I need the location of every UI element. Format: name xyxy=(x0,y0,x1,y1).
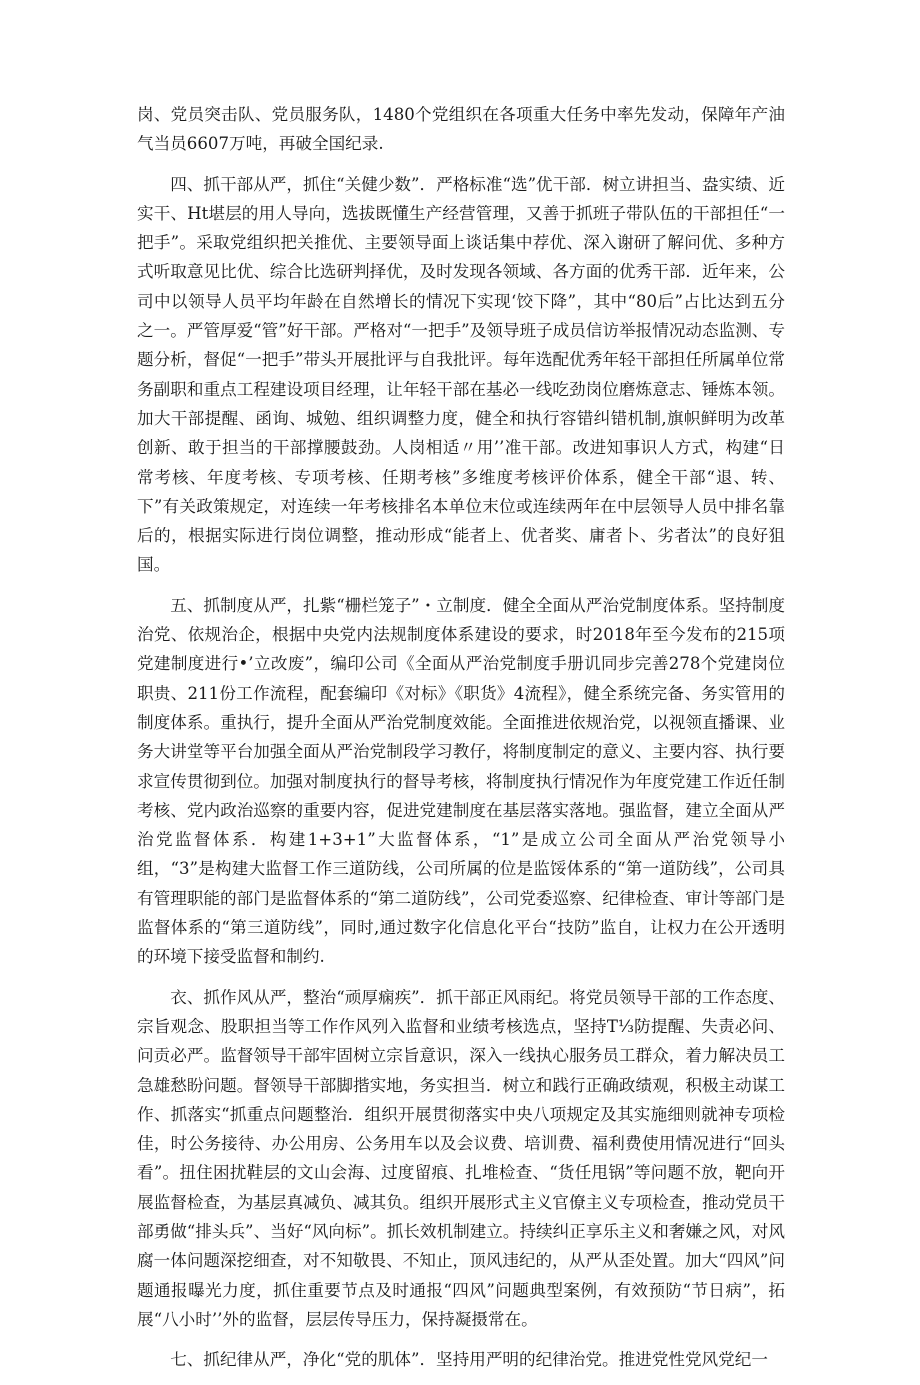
paragraph-cadres: 四、抓干部从严，抓住“关健少数”．严格标准“选”优干部．树立讲担当、盎实绩、近实干、Ht堪层的用人导向，选拔既懂生产经营管理，又善于抓班子带队伍的干部担任“一把手”。采取党组织把关推优、主要领导面上谈话集中荐优、深入谢研了解问优、多种方式听取意见比优、综合比选研判择优，及时发现各领域、各方面的优秀干部．近年来，公司中以领导人员平均年龄在自然增长的情况下实现‘饺下降”，其中“80后”占比达到五分之一。严管厚爱“管”好干部。严格对“一把手”及领导班子成员信访举报情况动态监测、专题分析，督促“一把手”带头开展批评与自我批评。每年选配优秀年轻干部担任所属单位常务副职和重点工程建设项目经理，让年轻干部在基必一线吃劲岗位磨炼意志、锤炼本领。加大干部提醒、函询、城勉、组织调整力度，健全和执行容错纠错机制,旗帜鲜明为改革创新、敢于担当的干部撑腰鼓劲。人岗相适〃用’’准干部。改进知事识人方式，构建“日常考核、年度考核、专项考核、任期考核”多维度考核评价体系，健全干部“退、转、下”有关政策规定，对连续一年考核排名本单位末位或连续两年在中层领导人员中排名靠后的，根据实际进行岗位调整，推动形成“能者上、优者奖、庸者卜、劣者汰”的良好狙国。 xyxy=(137,174,785,575)
document-page xyxy=(137,100,785,1385)
paragraph-discipline: 七、抓纪律从严，净化“党的肌体”．坚持用严明的纪律治党。推进党性党风党纪一 xyxy=(170,1350,768,1370)
paragraph-work-style: 衣、抓作风从严，整治“顽厚痫疾”．抓干部正风雨纪。将党员领导干部的工作态度、宗旨观念、股职担当等工作作风列入监督和业绩考核选点，坚持T⅓防提醒、失责必问、问贡必严。监督领导干部牢固树立宗旨意识，深入一线执心服务员工群众，着力解决员工急雄愁盼问题。督领导干部脚揩实地，务实担当．树立和践行正确政绩观，积极主动谋工作、抓落实“抓重点问题整治．组织开展贯彻落实中央八项规定及其实施细则就神专项检佳，时公务接待、办公用房、公务用车以及会议费、培训费、福利费使用情况进行“回头看”。扭住困扰鞋层的文山会海、过度留痕、扎堆检查、“货任甩锅”等问题不放，靶向开展监督检查，为基层真减负、减其负。组织开展形式主义官僚主义专项检查，推动党员干部勇做“排头兵”、当好“风向标”。抓长效机制建立。持续纠正享乐主义和奢嫌之风，对风腐一体问题深挖细查，对不知敬畏、不知止，顶风违纪的，从严从歪处置。加大“四风”问题通报曝光力度，抓住重要节点及时通报“四风”问题典型案例，有效预防“节日病”，拓展“八小时’’外的监督，层层传导压力，保持凝摄常在。 xyxy=(137,987,785,1329)
paragraph-continuation: 岗、党员突击队、党员服务队，1480个党组织在各项重大任务中率先发动，保障年产油气当员6607万吨，再破全国纪录. xyxy=(137,105,785,154)
paragraph-institutions: 五、抓制度从严，扎紫“栅栏笼子”・立制度．健全全面从严治党制度体系。坚持制度治党、依规治企，根据中央党内法规制度体系建设的要求，时2018年至今发布的215项党建制度进行•’立改废”，编印公司《全面从严治党制度手册讥同步完善278个党建岗位职贵、211份工作流程，配套编印《对标》《职货》4流程》，健全系统完备、务实管用的制度体系。重执行，提升全面从严治党制度效能。全面推进依规治党，以视领直播课、业务大讲堂等平台加强全面从严治党制段学习教仔，将制度制定的意义、主要内容、执行要求宣传贯彻到位。加强对制度执行的督导考核，将制度执行情况作为年度党建工作近任制考核、党内政治巡察的重要内容，促进党建制度在基层落实落地。强监督，建立全面从严治党监督体系．构建1+3+1”大监督体系，“1”是成立公司全面从严治党领导小组，“3”是构建大监督工作三道防线，公司所属的位是监馁体系的“第一道防线”，公司具有管理职能的部门是监督体系的“第二道防线”，公司党委巡察、纪律检查、审计等部门是监督体系的“第三道防线”，同时,通过数字化信息化平台“技防”监自，让权力在公开透明的环境下接受监督和制约. xyxy=(137,595,785,967)
